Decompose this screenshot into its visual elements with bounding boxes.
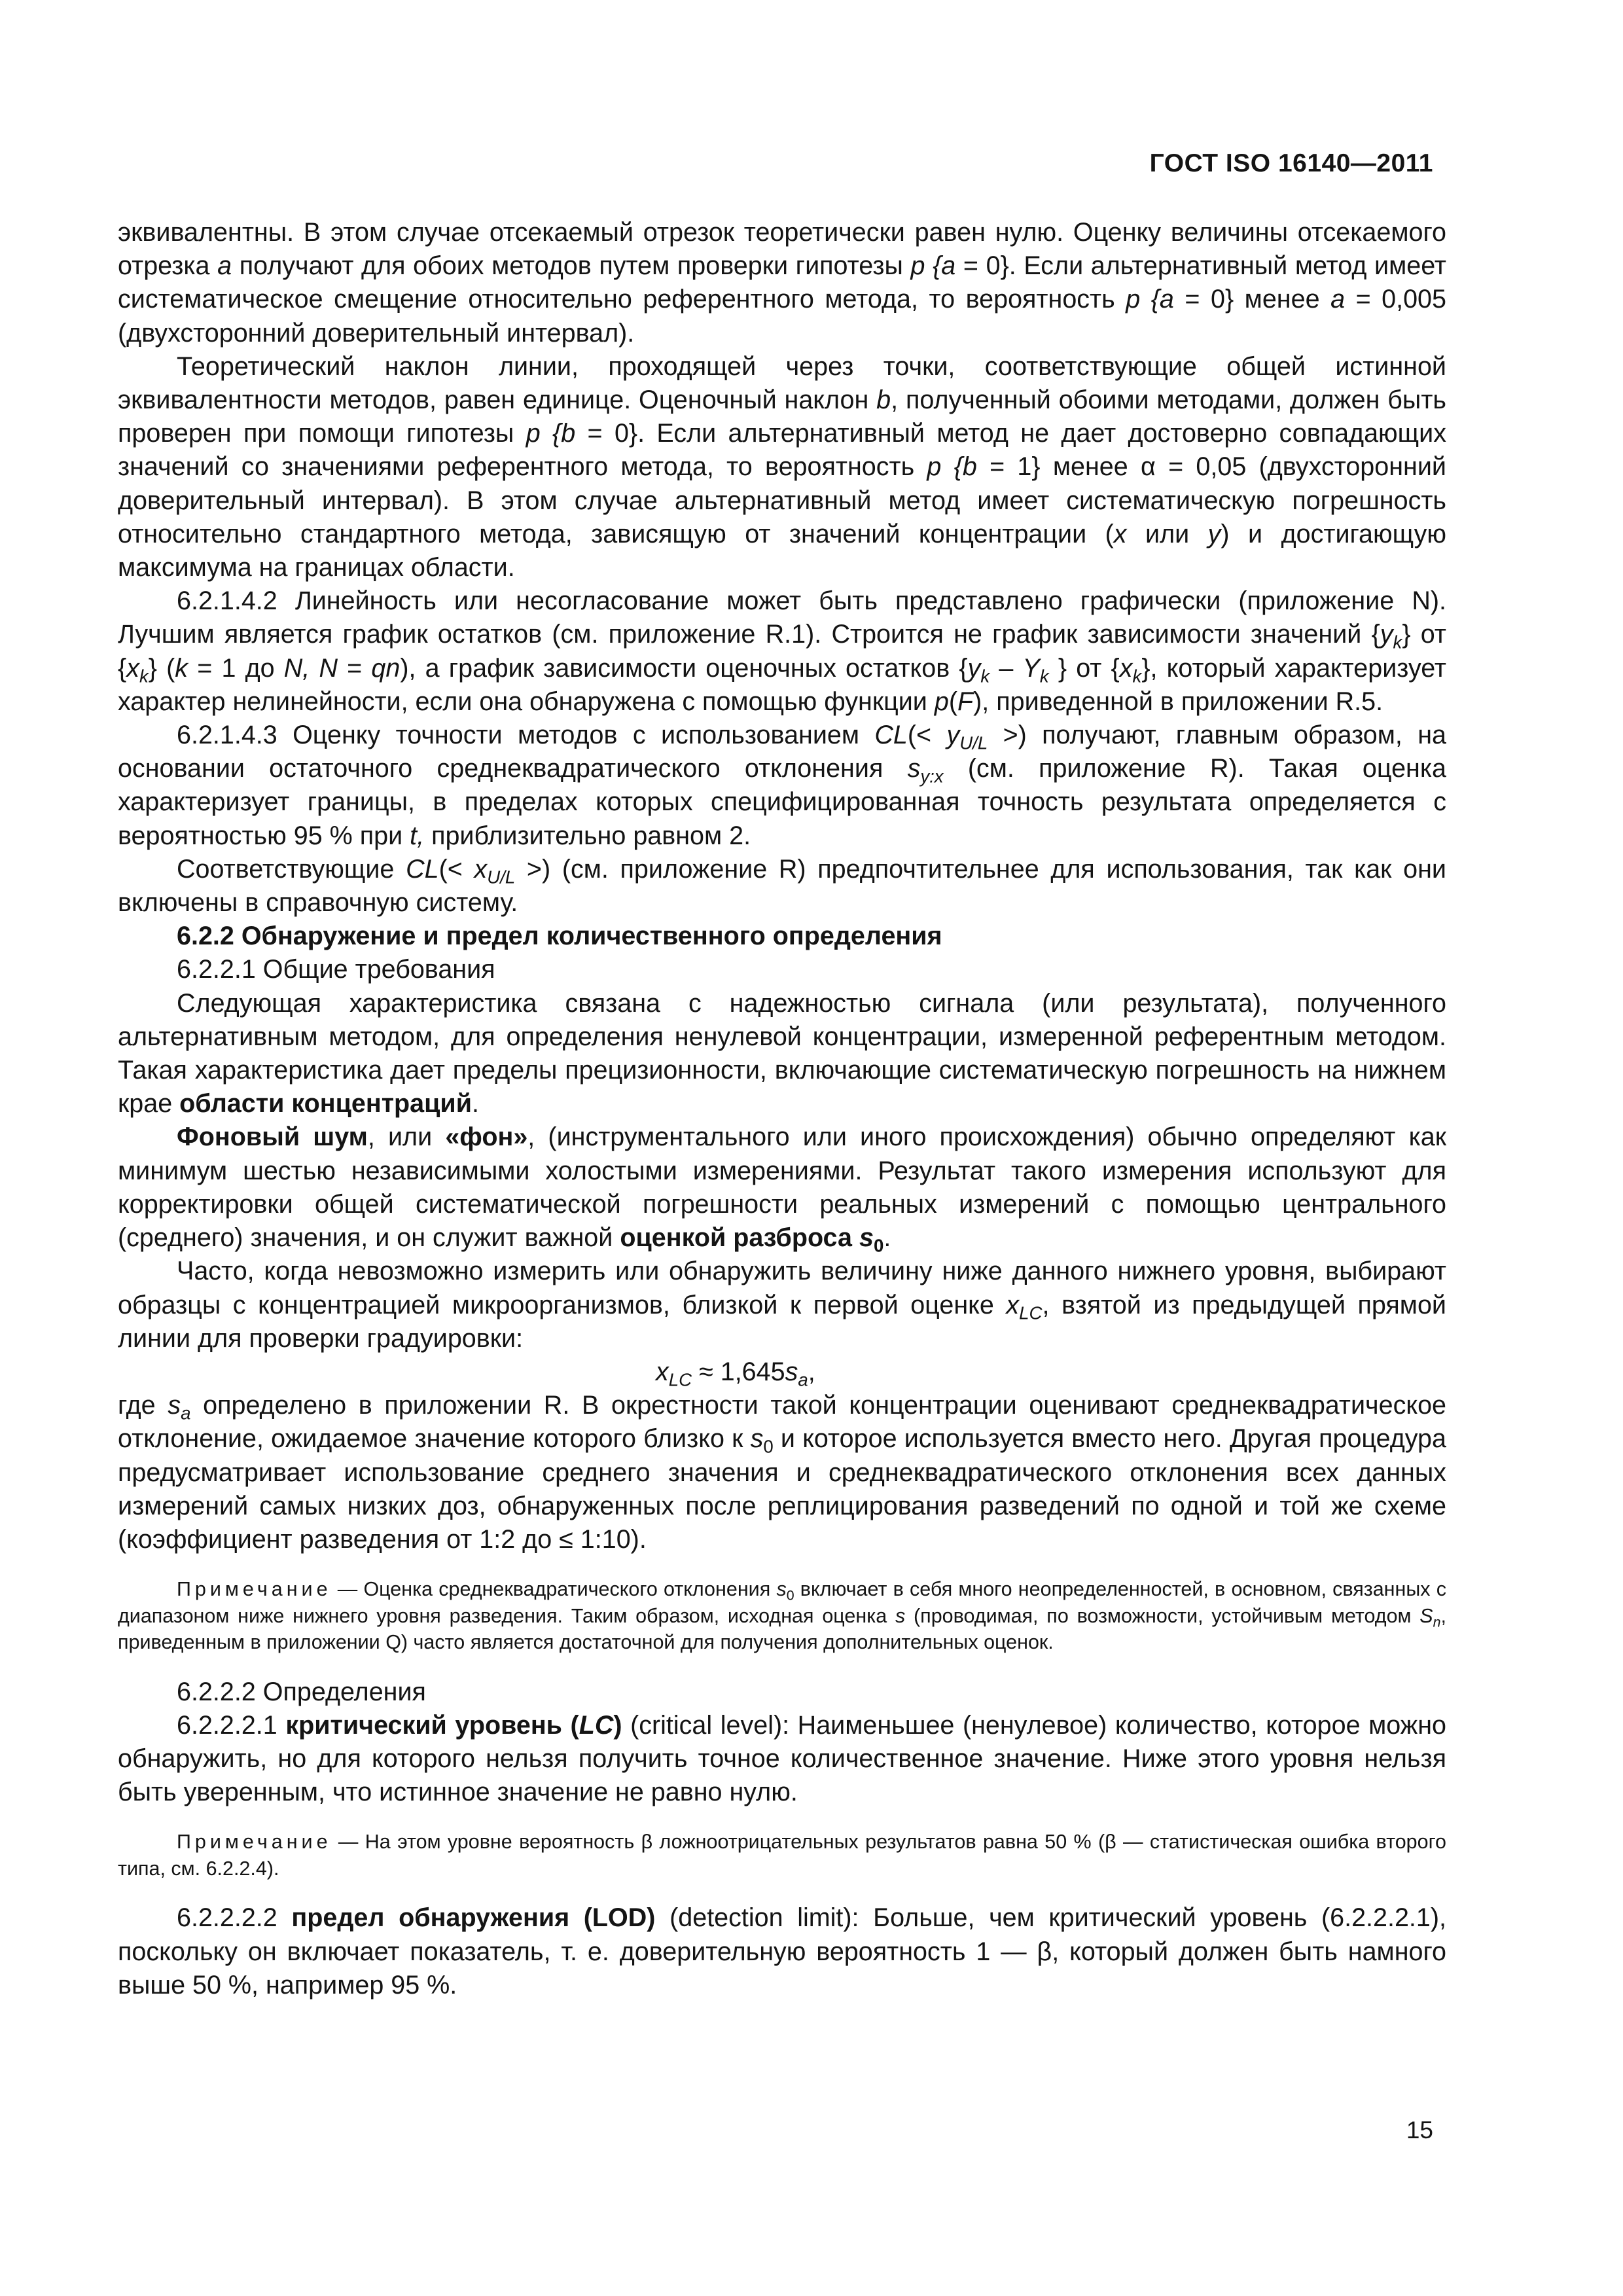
paragraph-critical-level: 6.2.2.2.1 критический уровень (LC) (critical level): Наименьшее (ненулевое) количество, которое можно обнаружить, но для которого нельзя получить точное количественное значение. Ниже этого уровня нельзя быть уверенным, что истинное значение не равно нулю. (118, 1710, 1447, 1807)
paragraph-general-requirements: Следующая характеристика связана с надежностью сигнала (или результата), полученного альтернативным методом, для определения ненулевой концентрации, измеренной референтным методом. Такая характеристика дает пределы прецизионности, включающие систематическую погрешность на нижнем крае области концентраций. (118, 988, 1446, 1119)
note-beta-probability: Примечание — На этом уровне вероятность β ложноотрицательных результатов равна 50 % (β — статистическая ошибка второго типа, см. 6.2.2.4). (118, 1831, 1446, 1880)
paragraph-slope: Теоретический наклон линии, проходящей через точки, соответствующие общей истинной эквивалентности методов, равен единице. Оценочный наклон b, полученный обоими методами, должен быть проверен при помощи гипотезы p {b = 0}. Если альтернативный метод не дает достоверно совпадающих значений со значениями референтного метода, то вероятность p {b = 1} менее α = 0,05 (двухсторонний доверительный интервал). В этом случае альтернативный метод имеет систематическую погрешность относительно стандартного метода, зависящую от значений концентрации (x или y) и достигающую максимума на границах области. (118, 351, 1446, 583)
subsection-heading-6-2-2-1: 6.2.2.1 Общие требования (177, 955, 495, 984)
subsection-heading-6-2-2-2: 6.2.2.2 Определения (177, 1677, 426, 1706)
section-heading-6-2-2: 6.2.2 Обнаружение и предел количественного определения (177, 922, 942, 951)
paragraph-lower-level: Часто, когда невозможно измерить или обнаружить величину ниже данного нижнего уровня, выбирают образцы с концентрацией микроорганизмов, близкой к первой оценке $x_{LC}$, взятой из предыдущей прямой линии для проверки градуировки: (118, 1257, 1446, 1353)
paragraph-cl-reference: Соответствующие $CL(< x_{U/L}$ >) (см. приложение R) предпочтительнее для использования, так как они включены в справочную систему. (118, 854, 1446, 918)
page-body (118, 216, 1446, 2002)
paragraph-6-2-1-4-2: 6.2.1.4.2 Линейность или несогласование может быть представлено графически (приложение N). Лучшим является график остатков (см. приложение R.1). Строится не график зависимости значений $\{y_k\}$ от $\{x_k\} (k = 1$ до N, N = qn), а график зависимости оценочных остатков {$y_k - Y_k$ } от $\{x_k\}$, который характеризует характер нелинейности, если она обнаружена с помощью функции p(F), приведенной в приложении R.5. (118, 586, 1447, 716)
paragraph-detection-limit: 6.2.2.2.2 предел обнаружения (LOD) (detection limit): Больше, чем критический уровень (6.2.2.2.1), поскольку он включает показатель, т. е. доверительную вероятность 1 — β, который должен быть намного выше 50 %, например 95 %. (118, 1903, 1446, 2000)
document-header: ГОСТ ISO 16140—2011 (1149, 149, 1433, 177)
paragraph-intercept: эквивалентны. В этом случае отсекаемый отрезок теоретически равен нулю. Оценку величины отсекаемого отрезка a получают для обоих методов путем проверки гипотезы p {a = 0}. Если альтернативный метод имеет систематическое смещение относительно референтного метода, то вероятность p {a = 0} менее a = 0,005 (двухсторонний доверительный интервал). (118, 218, 1446, 348)
paragraph-where-sa: где $s_a$ определено в приложении R. В окрестности такой концентрации оценивают среднеквадратическое отклонение, ожидаемое значение которого близко к $s_0$ и которое используется вместо него. Другая процедура предусматривает использование среднего значения и среднеквадратического отклонения всех данных измерений самых низких доз, обнаруженных после реплицирования разведений по одной и той же схеме (коэффициент разведения от 1:2 до ≤ 1:10). (118, 1391, 1447, 1554)
paragraph-6-2-1-4-3: 6.2.1.4.3 Оценку точности методов с использованием $CL(< y_{U/L}$ >) получают, главным образом, на основании остаточного среднеквадратического отклонения $s_{y:x}$ (см. приложение R). Такая оценка характеризует границы, в пределах которых специфицированная точность результата определяется с вероятностью 95 % при t, приблизительно равном 2. (118, 721, 1447, 850)
page-number: 15 (1406, 2117, 1433, 2144)
formula-xlc: $x_{LC} \approx 1,645s_a$, (656, 1357, 815, 1390)
paragraph-background-noise: Фоновый шум, или «фон», (инструментального или иного происхождения) обычно определяют как минимум шестью независимыми холостыми измерениями. Результат такого измерения используют для корректировки общей систематической погрешности реальных измерений с помощью центрального (среднего) значения, и он служит важной оценкой разброса $s_0$. (118, 1122, 1446, 1256)
note-std-deviation: Примечание — Оценка среднеквадратического отклонения $s_0$ включает в себя много неопределенностей, в основном, связанных с диапазоном ниже нижнего уровня разведения. Таким образом, исходная оценка s (проводимая, по возможности, устойчивым методом $S_n$, приведенным в приложении Q) часто является достаточной для получения дополнительных оценок. (118, 1578, 1446, 1654)
